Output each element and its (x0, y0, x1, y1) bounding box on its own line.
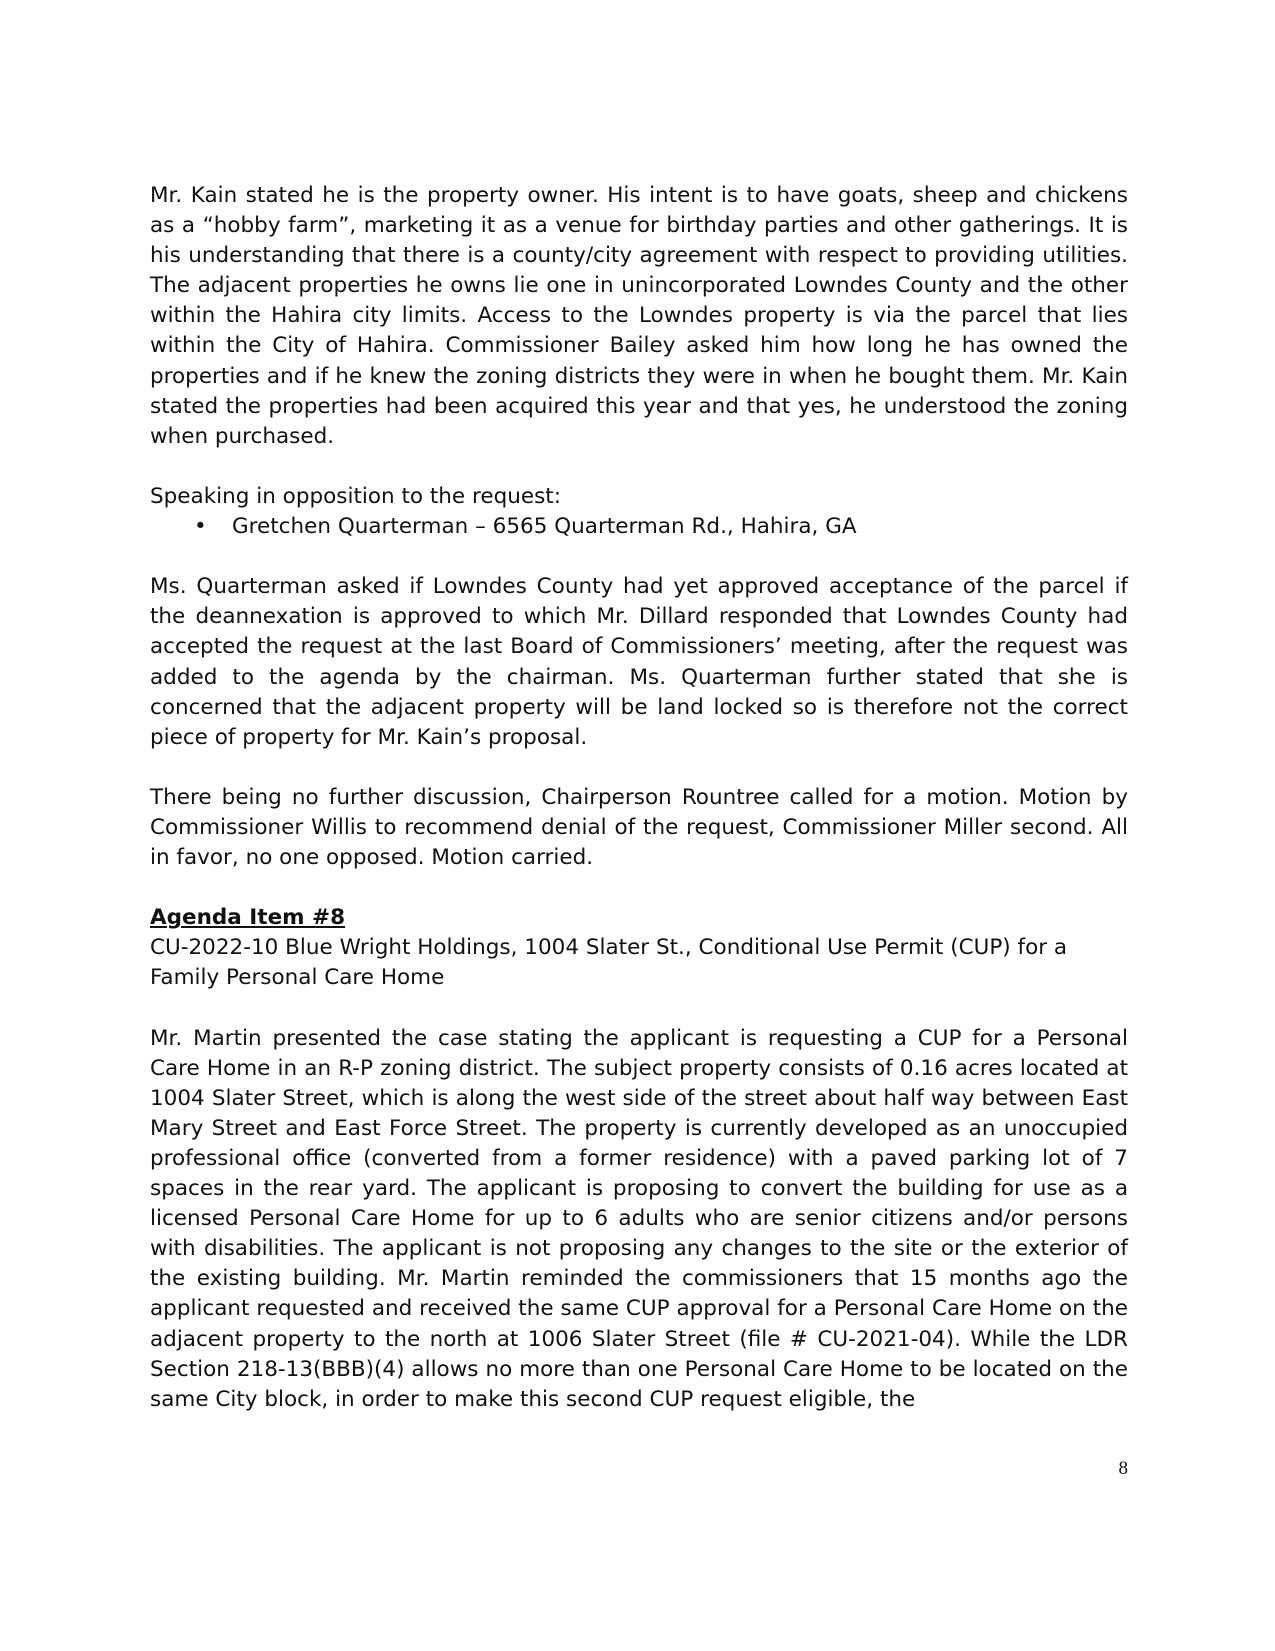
agenda-item-subtitle: CU-2022-10 Blue Wright Holdings, 1004 Slater St., Conditional Use Permit (CUP) for a Family Personal Care Home (150, 935, 1068, 991)
paragraph-kain-statement: Mr. Kain stated he is the property owner. His intent is to have goats, sheep and chickens as a “hobby farm”, marketing it as a venue for birthday parties and other gatherings. It is his understanding that there is a county/city agreement with respect to providing utilities. The adjacent properties he owns lie one in unincorporated Lowndes County and the other within the Hahira city limits. Access to the Lowndes property is via the parcel that lies within the City of Hahira. Commissioner Bailey asked him how long he has owned the properties and if he knew the zoning districts they were in when he bought them. Mr. Kain stated the properties had been acquired this year and that yes, he understood the zoning when purchased. (150, 183, 1128, 449)
bullet-icon: • (194, 514, 207, 540)
page-number: 8 (1118, 1458, 1128, 1479)
paragraph-quarterman-statement: Ms. Quarterman asked if Lowndes County had yet approved acceptance of the parcel if the deannexation is approved to which Mr. Dillard responded that Lowndes County had accepted the request at the last Board of Commissioners’ meeting, after the request was added to the agenda by the chairman. Ms. Quarterman further stated that she is concerned that the adjacent property will be land locked so is therefore not the correct piece of property for Mr. Kain’s proposal. (150, 574, 1128, 750)
document-body (150, 181, 1128, 1415)
opposition-intro: Speaking in opposition to the request: (150, 483, 561, 509)
agenda-item-heading: Agenda Item #8 (150, 905, 346, 931)
paragraph-gap (150, 753, 1128, 783)
paragraph-gap (150, 994, 1128, 1024)
speaker-name: Gretchen Quarterman – 6565 Quarterman Rd., Hahira, GA (232, 514, 857, 540)
list-item (150, 512, 1128, 542)
paragraph-gap (150, 873, 1128, 903)
paragraph-motion: There being no further discussion, Chairperson Rountree called for a motion. Motion by Commissioner Willis to recommend denial of the request, Commissioner Miller second. All in favor, no one opposed. Motion carried. (150, 784, 1128, 871)
paragraph-gap (150, 452, 1128, 482)
opposition-speaker-list (150, 512, 1128, 542)
paragraph-gap (150, 542, 1128, 572)
paragraph-martin-presentation: Mr. Martin presented the case stating the applicant is requesting a CUP for a Personal Care Home in an R-P zoning district. The subject property consists of 0.16 acres located at 1004 Slater Street, which is along the west side of the street about half way between East Mary Street and East Force Street. The property is currently developed as an unoccupied professional office (converted from a former residence) with a paved parking lot of 7 spaces in the rear yard. The applicant is proposing to convert the building for use as a licensed Personal Care Home for up to 6 adults who are senior citizens and/or persons with disabilities. The applicant is not proposing any changes to the site or the exterior of the existing building. Mr. Martin reminded the commissioners that 15 months ago the applicant requested and received the same CUP approval for a Personal Care Home on the adjacent property to the north at 1006 Slater Street (file # CU-2021-04). While the LDR Section 218-13(BBB)(4) allows no more than one Personal Care Home to be located on the same City block, in order to make this second CUP request eligible, the (150, 1025, 1128, 1412)
